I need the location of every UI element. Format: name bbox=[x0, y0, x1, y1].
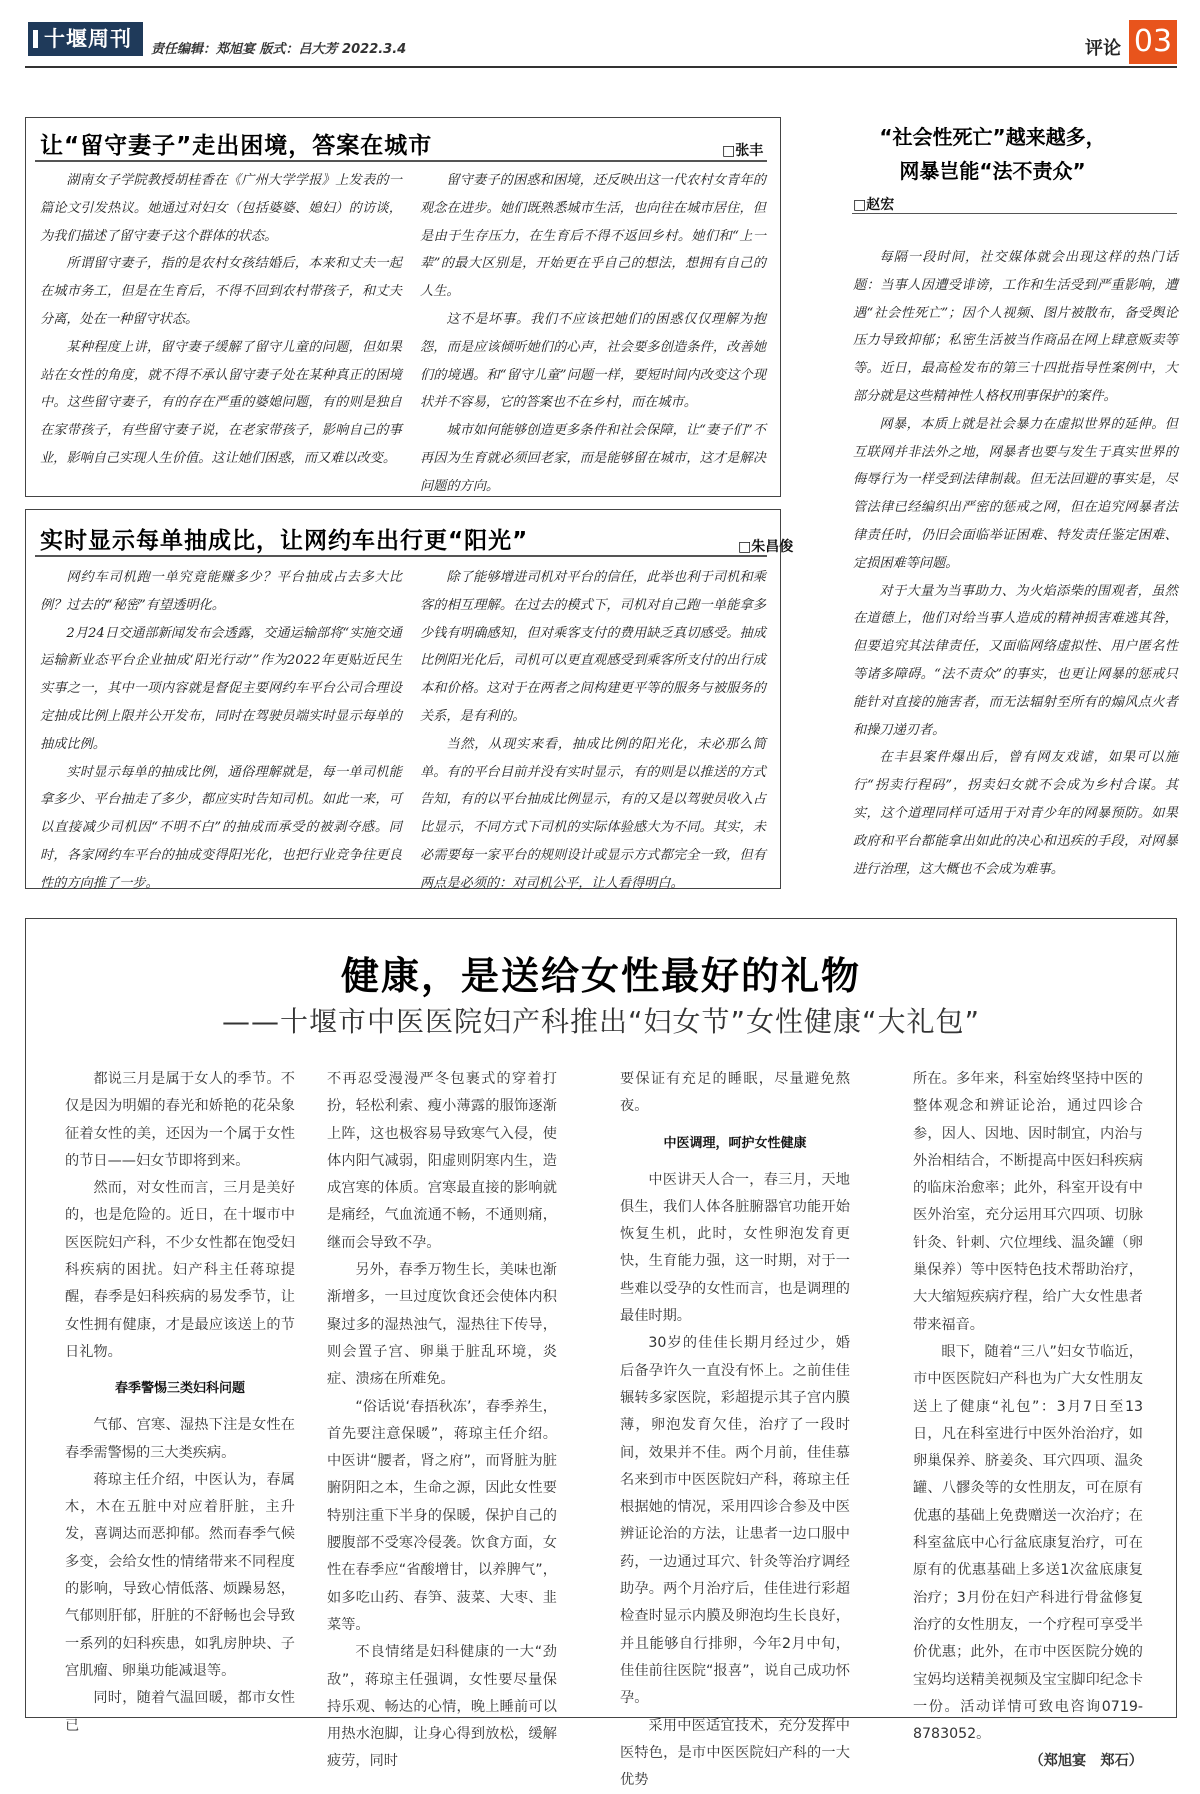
feature-column bbox=[620, 1066, 850, 1794]
paragraph: 网约车司机跑一单究竟能赚多少？平台抽成占去多大比例？过去的“秘密”有望透明化。 bbox=[40, 570, 402, 613]
paragraph: 都说三月是属于女人的季节。不仅是因为明媚的春光和娇艳的花朵象征着女性的美，还因为一个属于女性的节日——妇女节即将到来。 bbox=[65, 1071, 295, 1169]
feature-subtitle: ——十堰市中医医院妇产科推出“妇女节”女性健康“大礼包” bbox=[221, 1005, 981, 1038]
paragraph: 在丰县案件爆出后，曾有网友戏谑，如果可以施行“拐卖行程码”，拐卖妇女就不会成为乡村合谋。其实，这个道理同样可适用于对青少年的网暴预防。如果政府和平台都能拿出如此的决心和迅疾的手段，对网暴进行治理，这大概也不会成为难事。 bbox=[853, 750, 1178, 877]
section-heading: 中医调理，呵护女性健康 bbox=[663, 1135, 807, 1151]
article-byline: □朱昌俊 bbox=[738, 539, 794, 555]
editor-meta: 责任编辑：郑旭宴 版式：吕大芳 2022.3.4 bbox=[151, 42, 407, 57]
page-number: 03 bbox=[1129, 20, 1177, 64]
paragraph: 要保证有充足的睡眠，尽量避免熬夜。 bbox=[620, 1071, 850, 1115]
masthead-text: 十堰周刊 bbox=[44, 27, 132, 51]
article-title bbox=[810, 120, 1175, 188]
paragraph: 所在。多年来，科室始终坚持中医的整体观念和辨证论治，通过四诊合参，因人、因地、因时制宜，内治与外治相结合，不断提高中医妇科疾病的临床治愈率；此外，科室开设有中医外治室，充分运用耳穴四项、切脉针灸、针刺、穴位埋线、温灸罐（卵巢保养）等中医特色技术帮助治疗，大大缩短疾病疗程，给广大女性患者带来福音。 bbox=[913, 1071, 1143, 1333]
header-rule bbox=[25, 66, 1177, 68]
paragraph: 同时，随着气温回暖，都市女性已 bbox=[65, 1690, 295, 1734]
section-name: 评论 bbox=[1085, 38, 1121, 59]
article-title: 实时显示每单抽成比，让网约车出行更“阳光” bbox=[40, 528, 529, 554]
paragraph: 眼下，随着“三八”妇女节临近，市中医医院妇产科也为广大女性朋友送上了健康“礼包”：3月7日至13日，凡在科室进行中医外治治疗，如卵巢保养、脐姜灸、耳穴四项、温灸罐、八髎灸等的女性朋友，可在原有优惠的基础上免费赠送一次治疗；在科室盆底中心行盆底康复治疗，可在原有的优惠基础上多送1次盆底康复治疗；3月份在妇产科进行骨盆修复治疗的女性朋友，一个疗程可享受半价优惠；此外，在市中医医院分娩的宝妈均送精美视频及宝宝脚印纪念卡一份。活动详情可致电咨询0719-8783052。 bbox=[913, 1343, 1143, 1743]
article-column bbox=[40, 564, 402, 898]
title-line: “社会性死亡”越来越多， bbox=[879, 125, 1106, 149]
paragraph: 然而，对女性而言，三月是美好的，也是危险的。近日，在十堰市中医医院妇产科，不少女性都在饱受妇科疾病的困扰。妇产科主任蒋琼提醒，春季是妇科疾病的易发季节，让女性拥有健康，才是最应该送上的节日礼物。 bbox=[65, 1180, 295, 1360]
paragraph: 湖南女子学院教授胡桂香在《广州大学学报》上发表的一篇论文引发热议。她通过对妇女（包括婆婆、媳妇）的访谈，为我们描述了留守妻子这个群体的状态。 bbox=[40, 173, 402, 244]
feature-column bbox=[327, 1066, 557, 1776]
title-rule bbox=[852, 213, 1177, 214]
paragraph: 所谓留守妻子，指的是农村女孩结婚后，本来和丈夫一起在城市务工，但是在生育后，不得不回到农村带孩子，和丈夫分离，处在一种留守状态。 bbox=[40, 256, 402, 327]
paragraph: 采用中医适宜技术，充分发挥中医特色，是市中医医院妇产科的一大优势 bbox=[620, 1717, 850, 1789]
article-column bbox=[40, 167, 402, 473]
paragraph: “俗话说‘春捂秋冻’，春季养生，首先要注意保暖”，蒋琼主任介绍。中医讲“腰者，肾之府”，而肾脏为脏腑阴阳之本，生命之源，因此女性要特别注重下半身的保暖，保护自己的腰腹部不受寒冷侵袭。饮食方面，女性在春季应“省酸增甘，以养脾气”，如多吃山药、春笋、菠菜、大枣、韭菜等。 bbox=[327, 1398, 557, 1633]
title-rule bbox=[35, 555, 767, 557]
title-line: 网暴岂能“法不责众” bbox=[899, 159, 1086, 183]
article-column bbox=[420, 167, 766, 501]
paragraph: 不再忍受漫漫严冬包裹式的穿着打扮，轻松利索、瘦小薄露的服饰逐渐上阵，这也极容易导致寒气入侵，使体内阳气减弱，阳虚则阴寒内生，造成宫寒的体质。宫寒最直接的影响就是痛经，气血流通不畅，不通则痛，继而会导致不孕。 bbox=[327, 1071, 557, 1251]
feature-column bbox=[65, 1066, 295, 1740]
paragraph: 留守妻子的困惑和困境，还反映出这一代农村女青年的观念在进步。她们既熟悉城市生活，也向往在城市居住，但是由于生存压力，在生育后不得不返回乡村。她们和“上一辈”的最大区别是，开始更在乎自己的想法，想拥有自己的人生。 bbox=[420, 173, 766, 300]
paragraph: 蒋琼主任介绍，中医认为，春属木，木在五脏中对应着肝脏，主升发，喜调达而恶抑郁。然而春季气候多变，会给女性的情绪带来不同程度的影响，导致心情低落、烦躁易怒，气郁则肝郁，肝脏的不舒畅也会导致一系列的妇科疾患，如乳房肿块、子宫肌瘤、卵巢功能减退等。 bbox=[65, 1471, 295, 1679]
article-column bbox=[853, 244, 1178, 883]
paragraph: 除了能够增进司机对平台的信任，此举也利于司机和乘客的相互理解。在过去的模式下，司机对自己跑一单能拿多少钱有明确感知，但对乘客支付的费用缺乏真切感受。抽成比例阳光化后，司机可以更直观感受到乘客所支付的出行成本和价格。这对于在两者之间构建更平等的服务与被服务的关系，是有利的。 bbox=[420, 570, 766, 724]
paragraph: 每隔一段时间，社交媒体就会出现这样的热门话题：当事人因遭受诽谤，工作和生活受到严重影响，遭遇“社会性死亡”；因个人视频、图片被散布，备受舆论压力导致抑郁；私密生活被当作商品在网上肆意贩卖等等。近日，最高检发布的第三十四批指导性案例中，大部分就是这些精神性人格权刑事保护的案件。 bbox=[853, 250, 1178, 404]
paragraph: 某种程度上讲，留守妻子缓解了留守儿童的问题，但如果站在女性的角度，就不得不承认留守妻子处在某种真正的困境中。这些留守妻子，有的存在严重的婆媳问题，有的则是独自在家带孩子，有些留守妻子说，在老家带孩子，影响自己的事业，影响自己实现人生价值。这让她们困惑，而又难以改变。 bbox=[40, 339, 402, 466]
section-heading: 春季警惕三类妇科问题 bbox=[114, 1381, 245, 1397]
feature-title: 健康，是送给女性最好的礼物 bbox=[340, 953, 861, 998]
article-column bbox=[420, 564, 766, 898]
masthead bbox=[28, 22, 143, 56]
paragraph: 气郁、宫寒、湿热下注是女性在春季需警惕的三大类疾病。 bbox=[65, 1417, 295, 1461]
paragraph: 当然，从现实来看，抽成比例的阳光化，未必那么简单。有的平台目前并没有实时显示，有的则是以推送的方式告知，有的以平台抽成比例显示，有的又是以驾驶员收入占比显示，不同方式下司机的实际体验感大为不同。其实，未必需要每一家平台的规则设计或显示方式都完全一致，但有两点是必须的：对司机公平，让人看得明白。 bbox=[420, 736, 766, 891]
paragraph: 这不是坏事。我们不应该把她们的困惑仅仅理解为抱怨，而是应该倾听她们的心声，社会要多创造条件，改善她们的境遇。和“留守儿童”问题一样，要短时间内改变这个现状并不容易，它的答案也不在乡村，而在城市。 bbox=[420, 311, 766, 411]
paragraph: 对于大量为当事助力、为火焰添柴的围观者，虽然在道德上，他们对给当事人造成的精神损害难逃其咎，但要追究其法律责任，又面临网络虚拟性、用户匿名性等诸多障碍。“法不责众”的事实，也更让网暴的惩戒只能针对直接的施害者，而无法辐射至所有的煽风点火者和操刀递刃者。 bbox=[853, 583, 1178, 738]
paragraph: 另外，春季万物生长，美味也渐渐增多，一旦过度饮食还会使体内积聚过多的湿热浊气，湿热往下传导，则会置子宫、卵巢于脏乱环境，炎症、溃疡在所难免。 bbox=[327, 1262, 557, 1388]
signature: （郑旭宴 郑石） bbox=[1029, 1753, 1143, 1770]
masthead-mark bbox=[33, 30, 38, 48]
paragraph: 网暴，本质上就是社会暴力在虚拟世界的延伸。但互联网并非法外之地，网暴者也要与发生于真实世界的侮辱行为一样受到法律制裁。但无法回避的事实是，尽管法律已经编织出严密的惩戒之网，但在追究网暴者法律责任时，仍旧会面临举证困难、特发责任鉴定困难、定损困难等问题。 bbox=[853, 416, 1178, 571]
paragraph: 城市如何能够创造更多条件和社会保障，让“妻子们”不再因为生育就必须回老家，而是能够留在城市，这才是解决问题的方向。 bbox=[420, 423, 766, 494]
feature-column bbox=[913, 1066, 1143, 1776]
paragraph: 30岁的佳佳长期月经过少，婚后备孕许久一直没有怀上。之前佳佳辗转多家医院，彩超提示其子宫内膜薄，卵泡发育欠佳，治疗了一段时间，效果并不佳。两个月前，佳佳慕名来到市中医医院妇产科，蒋琼主任根据她的情况，采用四诊合参及中医辨证论治的方法，让患者一边口服中药，一边通过耳穴、针灸等治疗调经助孕。两个月治疗后，佳佳进行彩超检查时显示内膜及卵泡均生长良好，并且能够自行排卵，今年2月中旬，佳佳前往医院“报喜”，说自己成功怀孕。 bbox=[620, 1335, 850, 1707]
paragraph: 2月24日交通部新闻发布会透露，交通运输部将“实施交通运输新业态平台企业抽成‘阳光行动’”作为2022年更贴近民生实事之一，其中一项内容就是督促主要网约车平台公司合理设定抽成比例上限并公开发布，同时在驾驶员端实时显示每单的抽成比例。 bbox=[40, 625, 402, 752]
article-byline: □赵宏 bbox=[853, 197, 895, 213]
article-byline: □张丰 bbox=[722, 143, 764, 159]
article-title: 让“留守妻子”走出困境，答案在城市 bbox=[40, 133, 433, 159]
paragraph: 不良情绪是妇科健康的一大“劲敌”，蒋琼主任强调，女性要尽量保持乐观、畅达的心情，晚上睡前可以用热水泡脚，让身心得到放松，缓解疲劳，同时 bbox=[327, 1644, 557, 1770]
paragraph: 中医讲天人合一，春三月，天地俱生，我们人体各脏腑器官功能开始恢复生机，此时，女性卵泡发育更快，生育能力强，这一时期，对于一些难以受孕的女性而言，也是调理的最佳时期。 bbox=[620, 1171, 850, 1325]
title-rule bbox=[35, 160, 767, 162]
paragraph: 实时显示每单的抽成比例，通俗理解就是，每一单司机能拿多少、平台抽走了多少，都应实时告知司机。如此一来，可以直接减少司机因“不明不白”的抽成而承受的被剥夺感。同时，各家网约车平台的抽成变得阳光化，也把行业竞争往更良性的方向推了一步。 bbox=[40, 764, 402, 891]
